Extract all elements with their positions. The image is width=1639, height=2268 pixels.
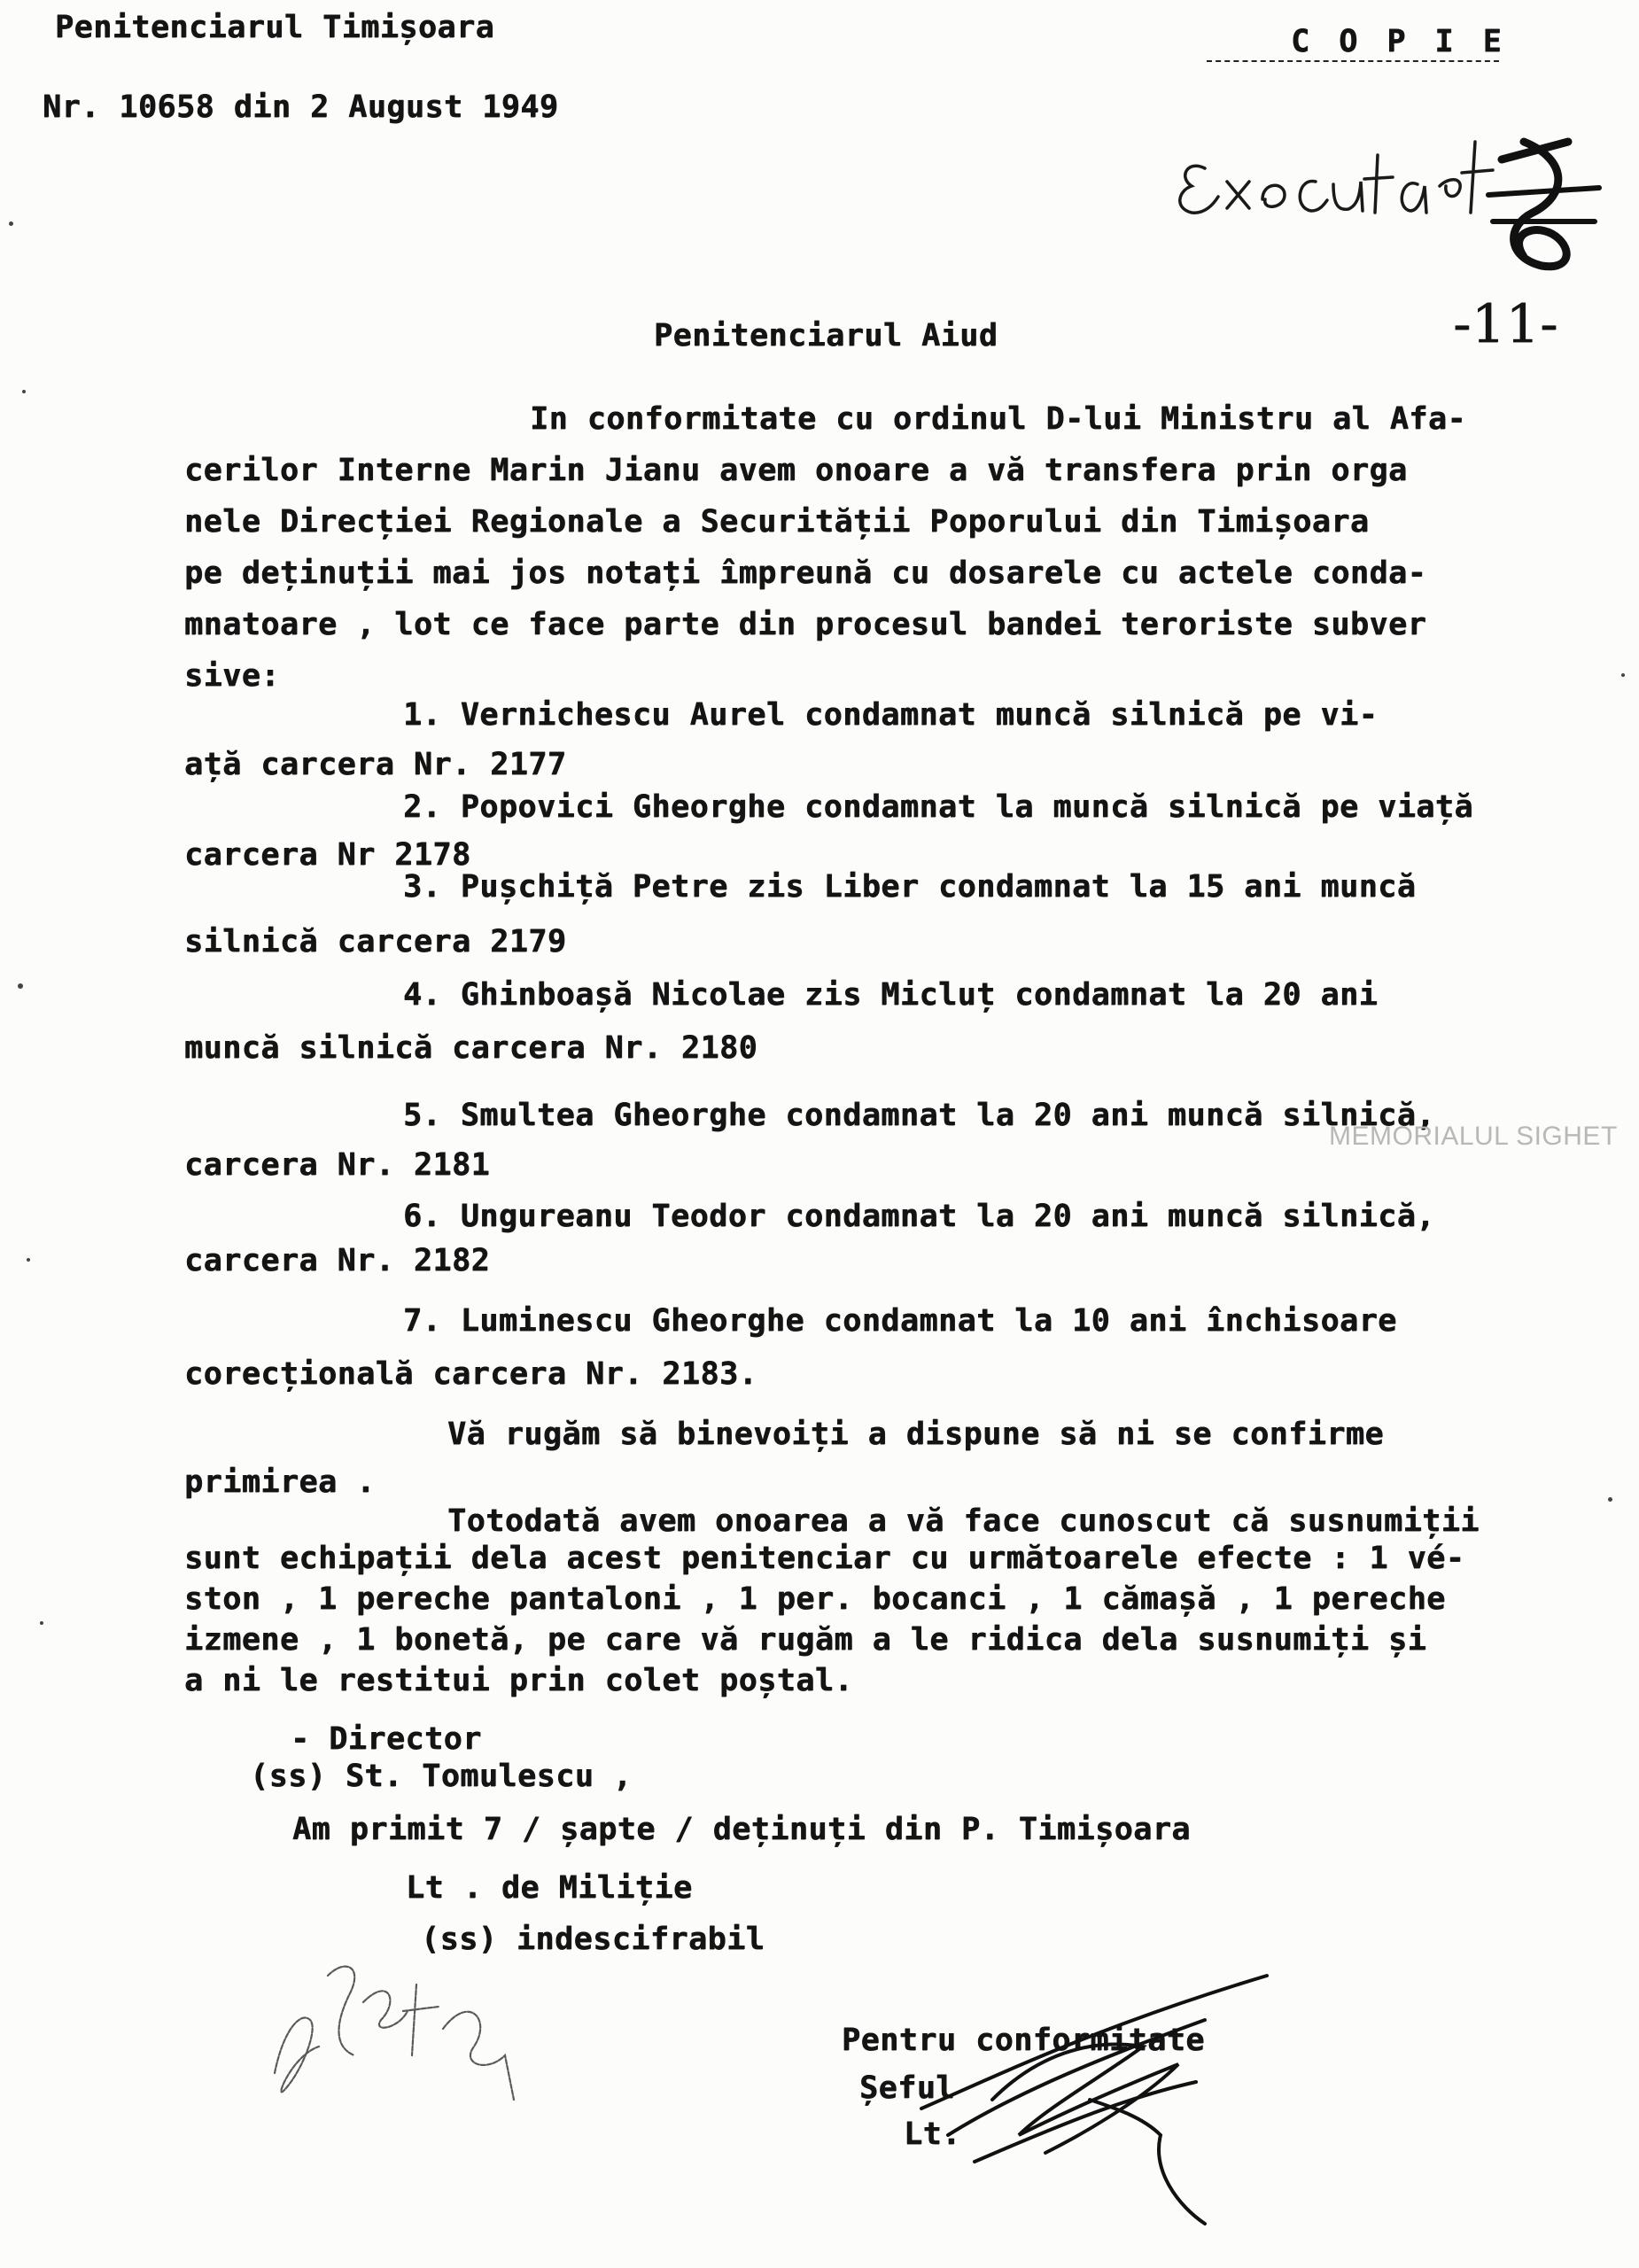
scan-speck [27,1258,30,1262]
closing-line-2: sunt echipații dela acest penitenciar cu următoarele efecte : 1 vé- [184,1541,1465,1576]
intro-line-4: pe deținuții mai jos notați împreună cu dosarele cu actele conda- [184,555,1427,591]
detainee-2-line-1: 2. Popovici Gheorghe condamnat la muncă silnică pe viață [403,789,1474,825]
reference-number: Nr. 10658 din 2 August 1949 [43,89,559,125]
officer-name: (ss) indescifrabil [421,1922,765,1957]
director-name: (ss) St. Tomulescu , [250,1759,633,1794]
detainee-7-line-1: 7. Luminescu Gheorghe condamnat la 10 ani închisoare [403,1303,1397,1339]
copy-mark [1207,23,1507,62]
scan-speck [9,221,13,226]
detainee-5-line-2: carcera Nr. 2181 [184,1147,491,1183]
handwritten-signature-left [248,1922,549,2117]
copy-mark-text: C O P I E [1291,24,1507,59]
intro-line-5: mnatoare , lot ce face parte din procesul bandei teroriste subver [184,607,1427,642]
scan-speck [1621,673,1625,677]
folio-number: -11- [1453,293,1558,355]
detainee-6-line-2: carcera Nr. 2182 [184,1243,491,1278]
detainee-6-line-1: 6. Ungureanu Teodor condamnat la 20 ani muncă silnică, [403,1199,1435,1234]
conformity-line-2: Șeful [859,2070,955,2106]
scan-speck [22,390,26,393]
request-line-1: Vă rugăm să binevoiți a dispune să ni se confirme [447,1417,1385,1452]
scan-speck [18,983,23,989]
detainee-1-line-2: ață carcera Nr. 2177 [184,747,567,782]
executat-annotation [1152,89,1612,292]
scan-speck [40,1621,43,1625]
request-line-2: primirea . [184,1464,376,1500]
received-statement: Am primit 7 / șapte / deținuți din P. Timișoara [292,1812,1191,1847]
detainee-3-line-2: silnică carcera 2179 [184,924,567,959]
conformity-line-3: Lt. [904,2117,961,2152]
intro-line-3: nele Direcției Regionale a Securității Poporului din Timișoara [184,504,1370,540]
scribble-signature-right [913,1958,1302,2250]
executat-label: Executat [1178,182,1183,183]
institution-header: Penitenciarul Timișoara [55,10,495,45]
intro-line-2: cerilor Interne Marin Jianu avem onoare a vă transfera prin orga [184,453,1408,488]
detainee-2-line-2: carcera Nr 2178 [184,837,471,873]
closing-line-3: ston , 1 pereche pantaloni , 1 per. bocanci , 1 cămașă , 1 pereche [184,1581,1446,1617]
closing-line-1: Totodată avem onoarea a vă face cunoscut că susnumiții [447,1503,1480,1539]
intro-line-1-text: In conformitate cu ordinul D-lui Ministru al Afa- [530,401,1467,437]
detainee-4-line-1: 4. Ghinboașă Nicolae zis Micluț condamnat la 20 ani [403,977,1379,1013]
intro-line-6: sive: [184,658,280,694]
scan-speck [1608,1497,1612,1502]
detainee-4-line-2: muncă silnică carcera Nr. 2180 [184,1030,758,1066]
detainee-3-line-1: 3. Pușchiță Petre zis Liber condamnat la 15 ani muncă [403,869,1417,905]
officer-rank: Lt . de Miliție [406,1870,693,1906]
detainee-7-line-2: corecțională carcera Nr. 2183. [184,1356,758,1392]
closing-line-4: izmene , 1 bonetă, pe care vă rugăm a le ridica dela susnumiți și [184,1622,1427,1658]
watermark: MEMORIALUL SIGHET [1329,1122,1618,1151]
detainee-5-line-1: 5. Smultea Gheorghe condamnat la 20 ani muncă silnică, [403,1098,1435,1133]
addressee: Penitenciarul Aiud [654,318,998,353]
intro-line-1 [530,400,1466,438]
conformity-line-1: Pentru conformitate [842,2023,1205,2058]
closing-line-5: a ni le restitui prin colet poștal. [184,1663,854,1698]
director-title: - Director [291,1721,482,1757]
detainee-1-line-1: 1. Vernichescu Aurel condamnat muncă silnică pe vi- [403,697,1379,733]
